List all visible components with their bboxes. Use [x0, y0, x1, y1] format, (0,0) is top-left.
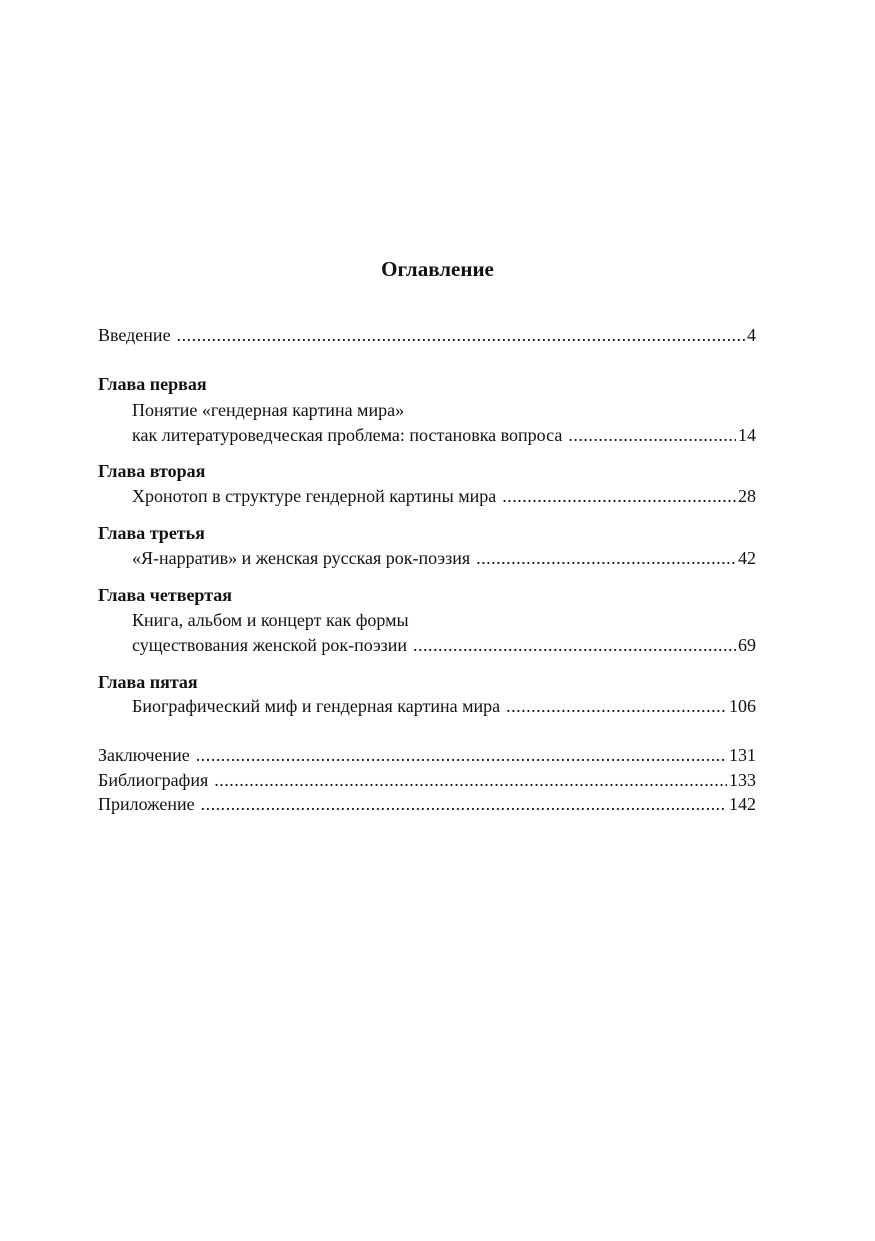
toc-entry-label: Заключение [98, 745, 190, 765]
chapter-heading: Глава пятая [98, 672, 198, 692]
toc-entry-chapter-2[interactable] [132, 484, 756, 508]
toc-page-number: 14 [738, 425, 756, 445]
chapter-heading: Глава первая [98, 374, 207, 394]
toc-entry-introduction[interactable] [98, 323, 756, 347]
dot-leader [568, 423, 736, 447]
toc-entry-label: Биографический миф и гендерная картина мира [132, 696, 501, 716]
toc-entry-bibliography[interactable] [98, 768, 756, 792]
toc-entry-conclusion[interactable] [98, 743, 756, 767]
toc-page-number: 133 [729, 770, 756, 790]
chapter-title-line: Книга, альбом и концерт как формы [132, 610, 409, 630]
toc-page-number: 131 [729, 745, 756, 765]
toc-entry-chapter-1[interactable] [132, 423, 756, 447]
dot-leader [413, 633, 736, 657]
dot-leader [196, 743, 727, 767]
toc-entry-label: Приложение [98, 794, 195, 814]
dot-leader [502, 484, 736, 508]
toc-page-number: 28 [738, 486, 756, 506]
chapter-title-line: Понятие «гендерная картина мира» [132, 400, 405, 420]
toc-page-number: 4 [747, 325, 756, 345]
toc-entry-label: как литературоведческая проблема: постановка вопроса [132, 425, 563, 445]
chapter-heading: Глава четвертая [98, 585, 233, 605]
dot-leader [177, 323, 745, 347]
dot-leader [214, 768, 727, 792]
toc-entry-label: Хронотоп в структуре гендерной картины мира [132, 486, 497, 506]
toc-entry-chapter-5[interactable] [132, 694, 756, 718]
table-of-contents [98, 0, 756, 1241]
dot-leader [506, 694, 727, 718]
chapter-heading: Глава вторая [98, 461, 206, 481]
toc-entry-chapter-4[interactable] [132, 633, 756, 657]
toc-entry-chapter-3[interactable] [132, 546, 756, 570]
chapter-heading: Глава третья [98, 523, 205, 543]
page-title: Оглавление [381, 257, 494, 281]
toc-entry-label: Введение [98, 325, 171, 345]
toc-page-number: 69 [738, 635, 756, 655]
toc-entry-appendix[interactable] [98, 792, 756, 816]
dot-leader [201, 792, 727, 816]
toc-entry-label: существования женской рок-поэзии [132, 635, 408, 655]
dot-leader [476, 546, 736, 570]
toc-entry-label: «Я-нарратив» и женская русская рок-поэзия [132, 548, 471, 568]
toc-page-number: 42 [738, 548, 756, 568]
toc-entry-label: Библиография [98, 770, 209, 790]
toc-page-number: 142 [729, 794, 756, 814]
toc-page-number: 106 [729, 696, 756, 716]
